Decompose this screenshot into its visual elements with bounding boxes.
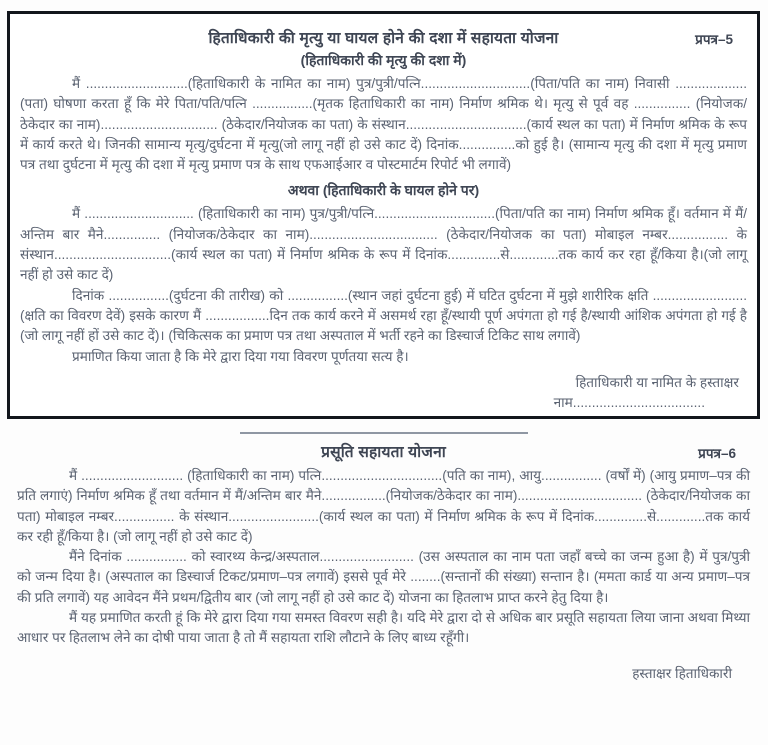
form1-paragraph-3-text: दिनांक ................(दुर्घटना की तारीख) को ................(स्थान जहां दुर्घटना हुई) में घटित दुर्घटना में मुझे शारीरिक क्षति .........................(क्षति का विवरण देवें) इसके कारण मैं .................दिन तक कार्य करने में असमर्थ रहा हूँ/स्थायी पूर्ण अपंगता हो गई है/स्थायी आंशिक अपंगता हो गई है (जो लागू नहीं हों उसे काट दें)। (चिकित्सक का प्रमाण पत्र तथा अस्पताल में भर्ती रहने का डिस्चार्ज टिकिट साथ लगावें) bbox=[20, 287, 747, 344]
form-prapatra-5 bbox=[7, 11, 760, 419]
section-divider bbox=[240, 432, 528, 434]
form1-name-field[interactable]: नाम................................... bbox=[553, 394, 705, 410]
form2-paragraph-3-text: मैं यह प्रमाणित करती हूं कि मेरे द्वारा दिया गया समस्त विवरण सही है। यदि मेरे द्वारा दो से अधिक बार प्रसूति सहायता लिया जाना अथवा मिथ्या आधार पर हितलाभ लेने का दोषी पाया जाता है तो मैं सहायता राशि लौटाने के लिए बाध्य रहूँगी। bbox=[17, 610, 750, 646]
form2-paragraph-2-text: मैंने दिनांक ................ को स्वारथ्य केन्द्र/अस्पताल......................... (उस अस्पताल का नाम पता जहाँ बच्चे का जन्म हुआ है) में पुत्र/पुत्री को जन्म दिया है। (अस्पताल का डिस्चार्ज टिकट/प्रमाण–पत्र लगावें) इससे पूर्व मेरे ........(सन्तानों की संख्या) सन्तान है। (ममता कार्ड या अन्य प्रमाण–पत्र की प्रति लगावें) यह आवेदन मैंने प्रथम/द्वितीय बार (जो लागू नहीं हो उसे काट दें) योजना का हितलाभ प्राप्त करने हेतु दिया है। bbox=[17, 549, 750, 605]
form2-body bbox=[17, 466, 750, 649]
form1-body bbox=[20, 74, 747, 175]
form-prapatra-6 bbox=[7, 428, 760, 740]
form2-paragraph-2 bbox=[17, 547, 750, 608]
form2-paragraph-3 bbox=[17, 608, 750, 649]
form1-number-label: प्रपत्र–5 bbox=[695, 32, 733, 47]
form1-paragraph-1 bbox=[20, 74, 747, 175]
form2-signature-label: हस्ताक्षर हिताधिकारी bbox=[632, 665, 732, 681]
form1-signature-label: हिताधिकारी या नामित के हस्ताक्षर bbox=[575, 374, 739, 390]
form1-paragraph-3 bbox=[20, 286, 747, 347]
form2-scheme-title: प्रसूति सहायता योजना bbox=[321, 444, 446, 461]
form1-paragraph-4 bbox=[20, 347, 747, 367]
form1-body-2 bbox=[20, 204, 747, 366]
form2-number-label: प्रपत्र–6 bbox=[698, 446, 736, 461]
form1-paragraph-2 bbox=[20, 204, 747, 285]
form1-paragraph-1-text: मैं ...........................(हिताधिकारी के नामित का नाम) पुत्र/पुत्री/पत्नि.............................(पिता/पति का नाम) निवासी ...................(पता) घोषणा करता हूँ कि मेरे पिता/पति/पत्नि ................(मृतक हिताधिकारी का नाम) निर्माण श्रमिक थे। मृत्यु से पूर्व वह ............... (नियोजक/ठेकेदार का नाम)............................... (ठेकेदार/नियोजक का पता) के संस्थान................................(कार्य स्थल का पता) में निर्माण श्रमिक के रूप में कार्य करते थे। जिनकी सामान्य मृत्यु/दुर्घटना में मृत्यु(जो लागू नहीं हो उसे काट दें) दिनांक...............को हुई है। (सामान्य मृत्यु की दशा में मृत्यु प्रमाण पत्र तथा दुर्घटना में मृत्यु की दशा में मृत्यु प्रमाण पत्र के साथ एफआईआर व पोस्टमार्टम रिपोर्ट भी लगावें) bbox=[20, 76, 747, 173]
form1-paragraph-2-text: मैं ............................. (हिताधिकारी का नाम) पुत्र/पुत्री/पत्नि................................(पिता/पति का नाम) निर्माण श्रमिक हूँ। वर्तमान में मैं/अन्तिम बार मैने............... (नियोजक/ठेकेदार का नाम).................................. (ठेकेदार/नियोजक का पता) मोबाइल नम्बर................ के संस्थान...............................(कार्य स्थल का पता) में निर्माण श्रमिक के रूप में दिनांक..............से.............तक कार्य कर रहा हूँ/किया है।(जो लागू नहीं हो उसे काट दें) bbox=[20, 206, 747, 283]
form2-paragraph-1 bbox=[17, 466, 750, 547]
form1-alt-subtitle: अथवा (हिताधिकारी के घायल होने पर) bbox=[287, 182, 480, 199]
form2-title-row bbox=[17, 440, 750, 462]
form1-paragraph-4-text: प्रमाणित किया जाता है कि मेरे द्वारा दिया गया विवरण पूर्णतया सत्य है। bbox=[72, 348, 409, 364]
form1-title-row bbox=[20, 26, 747, 48]
form1-scheme-title: हिताधिकारी की मृत्यु या घायल होने की दशा में सहायता योजना bbox=[208, 30, 559, 47]
form2-paragraph-1-text: मैं ........................... (हिताधिकारी का नाम) पत्नि................................(पति का नाम), आयु................ (वर्षों में) (आयु प्रमाण–पत्र की प्रति लगाएं) निर्माण श्रमिक हूँ तथा वर्तमान में मैं/अन्तिम बार मैने.................(नियोजक/ठेकेदार का नाम)................................. (ठेकेदार/नियोजक का पता) मोबाइल नम्बर................ के संस्थान........................(कार्य स्थल का पता) में निर्माण श्रमिक के रूप में दिनांक..............से.............तक कार्य कर रही हूँ/किया है। (जो लागू नहीं हो उसे काट दें) bbox=[17, 468, 750, 544]
form1-signature-block bbox=[20, 373, 747, 413]
form1-subtitle: (हिताधिकारी की मृत्यु की दशा में) bbox=[300, 52, 467, 68]
